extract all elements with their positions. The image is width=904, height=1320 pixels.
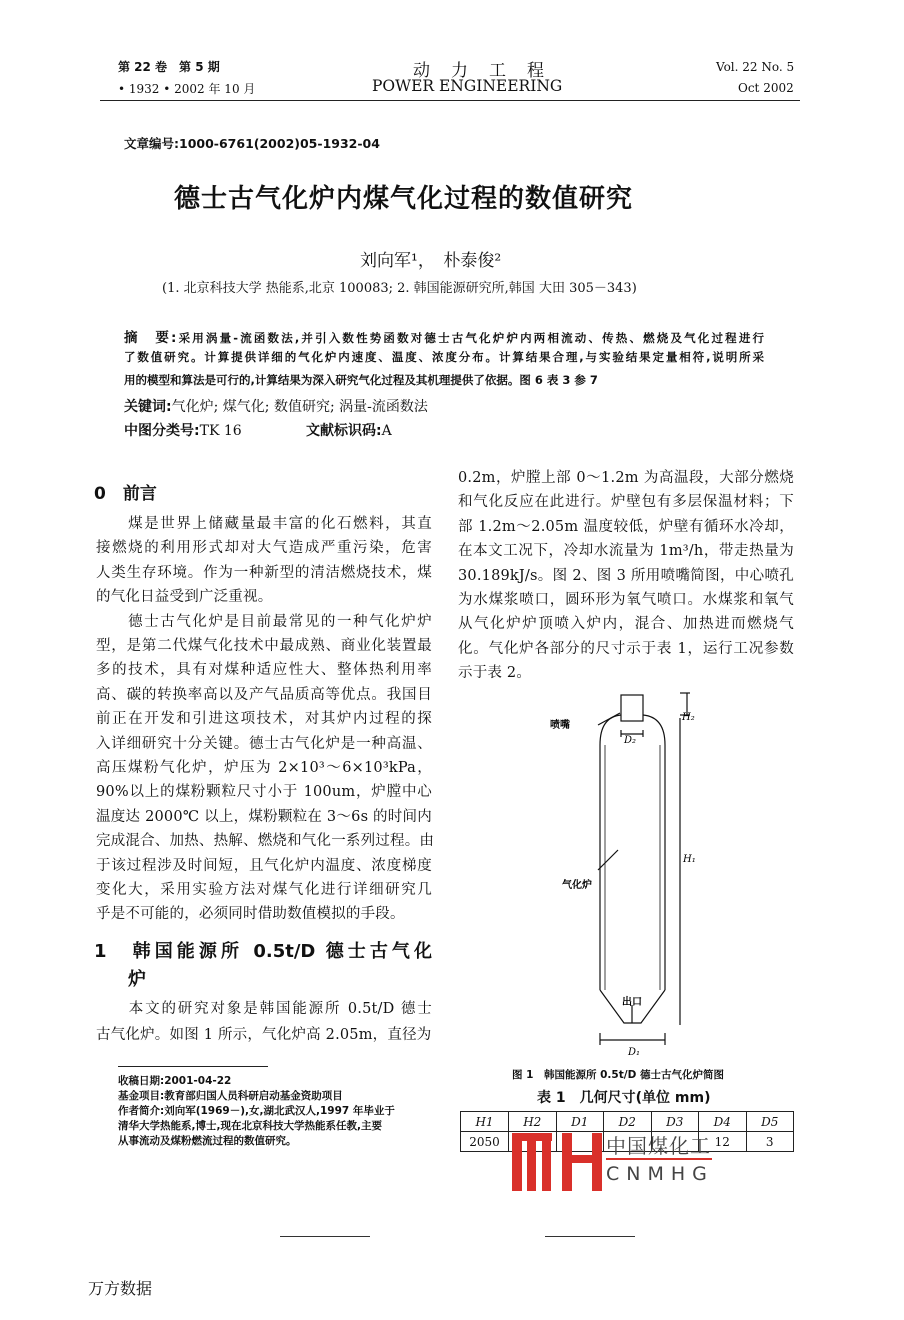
- journal-name-cn: 动 力 工 程: [413, 61, 546, 81]
- author-bio-line: 作者简介:刘向军(1969－),女,湖北武汉人,1997 年毕业于: [118, 1105, 395, 1117]
- watermark-rule: [606, 1158, 712, 1160]
- doc-code-value: A: [381, 423, 392, 439]
- footnote-rule: [118, 1066, 268, 1067]
- abstract-label: 摘 要:: [124, 330, 177, 346]
- table-header-cell: D2: [604, 1112, 652, 1132]
- text-line: 变化大，采用实验方法对煤气化进行详细研究几: [96, 882, 432, 898]
- label-nozzle: 喷嘴: [550, 720, 570, 731]
- text-line: 高、碳的转换率高以及产气品质高等优点。我国目: [96, 686, 432, 703]
- clc-label: 中图分类号:: [124, 423, 200, 439]
- table-header-cell: H1: [461, 1112, 509, 1132]
- text-line: 部 1.2m～2.05m 温度较低，炉壁有循环水冷却，: [458, 518, 794, 535]
- nozzle-shape: [621, 695, 643, 721]
- received-date: 收稿日期:2001-04-22: [118, 1075, 232, 1087]
- source-label: 万方数据: [88, 1279, 153, 1298]
- text-line: 温度达 2000℃ 以上，煤粉颗粒在 3～6s 的时间内: [96, 808, 432, 825]
- text-line: 和气化反应在此进行。炉壁包有多层保温材料；下: [458, 494, 794, 511]
- label-h1: H₁: [683, 854, 696, 865]
- text-line: 接燃烧的利用形式却对大气造成严重污染，危害: [96, 540, 432, 557]
- table-header-cell: D5: [746, 1112, 794, 1132]
- label-outlet: 出口: [622, 997, 642, 1008]
- abstract-line: 采用涡量-流函数法,并引入数性势函数对德士古气化炉炉内两相流动、传热、燃烧及气化过程进行: [176, 331, 764, 345]
- text-line: 多的技术，具有对煤种适应性大、整体热利用率: [96, 662, 432, 679]
- table-header-row: [461, 1112, 794, 1132]
- section-0-heading: 0 前言: [94, 484, 157, 504]
- label-d1: D₁: [628, 1047, 641, 1058]
- text-line: 在本文工况下，冷却水流量为 1m³/h，带走热量为: [458, 543, 794, 560]
- text-line: 从气化炉炉顶喷入炉内，混合、加热进而燃烧气: [458, 616, 794, 633]
- keywords: [124, 396, 428, 416]
- keywords-value: 气化炉; 煤气化; 数值研究; 涡量-流函数法: [171, 399, 428, 415]
- table-header-cell: D4: [699, 1112, 747, 1132]
- figure-caption: 图 1 韩国能源所 0.5t/D 德士古气化炉简图: [512, 1069, 724, 1081]
- text-line: 0.2m，炉膛上部 0～1.2m 为高温段，大部分燃烧: [458, 470, 794, 486]
- label-gasifier: 气化炉: [562, 880, 592, 891]
- volume-issue: 第 22 卷 第 5 期: [118, 60, 220, 74]
- text-line: 乎是不可能的，必须同时借助数值模拟的手段。: [96, 906, 405, 923]
- text-line: 前正在开发和引进这项技术，对其炉内过程的探: [96, 711, 432, 728]
- table-header-cell: D3: [651, 1112, 699, 1132]
- table-cell: 3: [746, 1132, 794, 1152]
- text-line: 德士古气化炉是目前最常见的一种气化炉炉: [96, 613, 432, 630]
- table-cell: 12: [699, 1132, 747, 1152]
- text-line: 化。气化炉各部分的尺寸示于表 1，运行工况参数: [458, 640, 794, 657]
- text-line: 示于表 2。: [458, 665, 532, 682]
- table-header-cell: H2: [509, 1112, 557, 1132]
- text-line: 完成混合、加热、热解、燃烧和气化一系列过程。由: [96, 833, 435, 850]
- page-rule-right: [545, 1236, 635, 1237]
- section-1-heading: 1 韩国能源所 0.5t/D 德士古气化: [94, 941, 432, 962]
- volume-en: Vol. 22 No. 5: [716, 60, 795, 74]
- doc-code-label: 文献标识码:: [306, 423, 382, 439]
- author-bio-line: 清华大学热能系,博士,现在北京科技大学热能系任教,主要: [118, 1120, 382, 1132]
- table-header-cell: D1: [556, 1112, 604, 1132]
- footnote: [118, 1074, 395, 1149]
- paper-title: 德士古气化炉内煤气化过程的数值研究: [174, 184, 634, 214]
- text-line: 为水煤浆喷口，圆环形为氧气喷口。水煤浆和氧气: [458, 592, 794, 608]
- watermark-text-en: CNMHG: [606, 1163, 714, 1185]
- article-number: 文章编号:1000-6761(2002)05-1932-04: [124, 136, 380, 151]
- text-line: 型，是第二代煤气化技术中最成熟、商业化装置最: [96, 638, 432, 654]
- header-rule: [100, 100, 800, 101]
- watermark-mh-icon: [512, 1133, 604, 1191]
- document-code: [306, 420, 392, 440]
- text-line: 煤是世界上储藏量最丰富的化石燃料，其直: [96, 516, 432, 532]
- abstract: [124, 326, 764, 395]
- text-line: 的气化日益受到广泛重视。: [96, 589, 273, 606]
- text-line: 于该过程涉及时间短，且气化炉内温度、浓度梯度: [96, 857, 432, 874]
- journal-name-en: POWER ENGINEERING: [372, 77, 563, 95]
- gasifier-diagram: [540, 685, 730, 1065]
- text-line: 90%以上的煤粉颗粒尺寸小于 100um，炉膛中心: [96, 784, 432, 801]
- watermark-text-cn: 中国煤化工: [606, 1134, 711, 1158]
- author-bio-line: 从事流动及煤粉燃流过程的数值研究。: [118, 1135, 297, 1147]
- classification: [124, 420, 242, 440]
- date-en: Oct 2002: [738, 81, 794, 95]
- text-line: 入详细研究十分关键。德士古气化炉是一种高温、: [96, 735, 432, 752]
- affiliations: (1. 北京科技大学 热能系,北京 100083; 2. 韩国能源研究所,韩国 大田 305－343): [162, 281, 637, 296]
- label-h2: H₂: [682, 712, 695, 723]
- authors: 刘向军¹， 朴泰俊²: [360, 251, 502, 271]
- table-title: 表 1 几何尺寸(单位 mm): [537, 1090, 711, 1106]
- section-1-heading-cont: 炉: [128, 969, 146, 990]
- publication-date: • 1932 • 2002 年 10 月: [118, 82, 256, 96]
- watermark-logo: [512, 1133, 604, 1195]
- text-line: 人类生存环境。作为一种新型的清洁燃烧技术，煤: [96, 564, 432, 581]
- abstract-line: 了数值研究。计算提供详细的气化炉内速度、温度、浓度分布。计算结果合理,与实验结果定量相符,说明所采: [124, 350, 764, 364]
- page-rule-left: [280, 1236, 370, 1237]
- text-line: 高压煤粉气化炉，炉压为 2×10³～6×10³kPa，: [96, 760, 432, 776]
- fund-info: 基金项目:教育部归国人员科研启动基金资助项目: [118, 1090, 343, 1102]
- text-line: 本文的研究对象是韩国能源所 0.5t/D 德士: [96, 1001, 432, 1017]
- label-d2: D₂: [624, 735, 637, 746]
- text-line: 30.189kJ/s。图 2、图 3 所用喷嘴简图，中心喷孔: [458, 567, 794, 584]
- clc-value: TK 16: [199, 423, 242, 439]
- keywords-label: 关键词:: [124, 399, 172, 415]
- table-cell: 2050: [461, 1132, 509, 1152]
- text-line: 古气化炉。如图 1 所示，气化炉高 2.05m，直径为: [96, 1027, 432, 1043]
- abstract-line: 用的模型和算法是可行的,计算结果为深入研究气化过程及其机理提供了依据。图 6 表 3 参 7: [124, 373, 598, 387]
